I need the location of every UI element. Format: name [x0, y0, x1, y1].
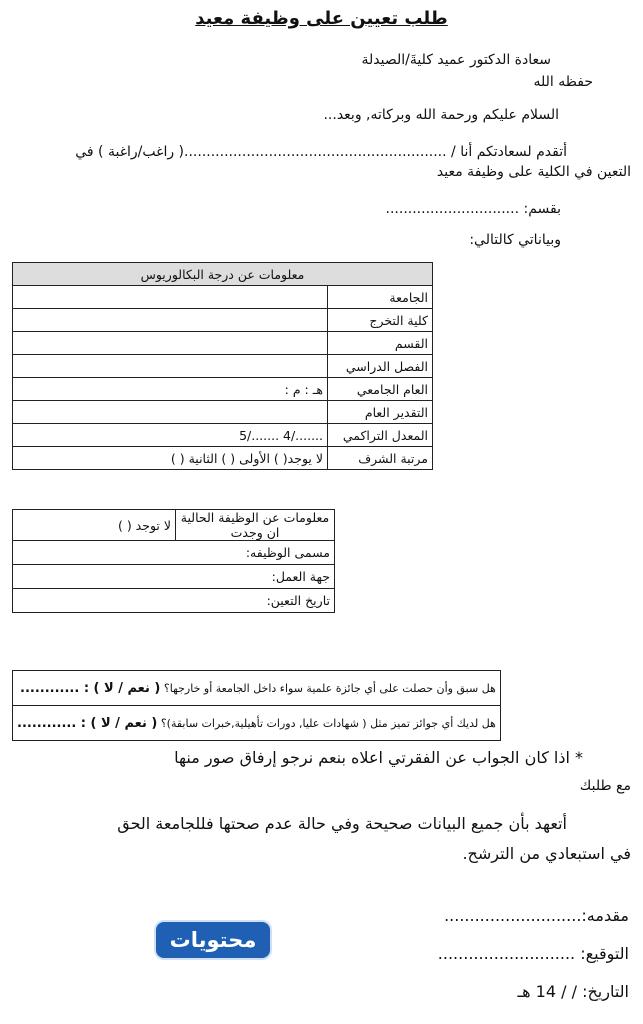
- date-line[interactable]: التاريخ: / / 14 هـ: [517, 982, 629, 1001]
- blessing: حفظه الله: [533, 74, 593, 90]
- job-table: [12, 509, 335, 613]
- question-answer[interactable]: ( نعم / لا ) : ............: [17, 715, 158, 731]
- year-value[interactable]: هـ : م :: [13, 378, 328, 401]
- question-text: هل سبق وأن حصلت على أي جائزة علمية سواء داخل الجامعة أو خارجها؟: [163, 681, 496, 695]
- questions-table: [12, 670, 501, 741]
- note-line-2: مع طلبك: [579, 778, 631, 794]
- job-row[interactable]: جهة العمل:: [13, 565, 335, 589]
- request-line-1: أتقدم لسعادتكم أنا / ...........................................................( راغب/راغبة ) في: [75, 144, 567, 160]
- pledge-line-1: أتعهد بأن جميع البيانات صحيحة وفي حالة عدم صحتها فللجامعة الحق: [117, 814, 567, 833]
- row-label: الجامعة: [328, 286, 433, 309]
- value-cell[interactable]: [13, 286, 328, 309]
- row-label: الفصل الدراسي: [328, 355, 433, 378]
- applicant-line[interactable]: مقدمه:...........................: [444, 906, 629, 925]
- job-row[interactable]: مسمى الوظيفه:: [13, 541, 335, 565]
- question-row[interactable]: [13, 706, 501, 741]
- row-label: القسم: [328, 332, 433, 355]
- question-row[interactable]: [13, 671, 501, 706]
- salam: السلام عليكم ورحمة الله وبركاته, وبعد...: [323, 107, 559, 123]
- gpa-value[interactable]: ......./4 ......./5: [13, 424, 328, 447]
- page-title: طلب تعيين على وظيفة معيد: [195, 8, 448, 29]
- value-cell[interactable]: [13, 309, 328, 332]
- request-line-2: التعين في الكلية على وظيفة معيد: [436, 164, 631, 180]
- job-row[interactable]: تاريخ التعين:: [13, 589, 335, 613]
- data-intro: وبياناتي كالتالي:: [469, 232, 561, 248]
- addressee: سعادة الدكتور عميد كليةَ/الصيدلة: [361, 52, 551, 68]
- signature-line[interactable]: التوقيع: ...........................: [437, 944, 629, 963]
- note-line-1: * اذا كان الجواب عن الفقرتي اعلاه بنعم نرجو إرفاق صور منها: [174, 748, 583, 767]
- question-text: هل لديك أي جوائز تميز مثل ( شهادات عليا, دورات تأهيلية,خبرات سابقة)؟: [160, 716, 496, 730]
- department-line: بقسم: ..............................: [385, 201, 561, 217]
- bachelor-table: [12, 262, 433, 470]
- pledge-line-2: في استبعادي من الترشح.: [462, 844, 631, 863]
- row-label: المعدل التراكمي: [328, 424, 433, 447]
- row-label: التقدير العام: [328, 401, 433, 424]
- row-label: العام الجامعي: [328, 378, 433, 401]
- honors-value[interactable]: لا يوجد( ) الأولى ( ) الثانية ( ): [13, 447, 328, 470]
- bachelor-header: معلومات عن درجة البكالوريوس: [13, 263, 433, 286]
- value-cell[interactable]: [13, 332, 328, 355]
- question-answer[interactable]: ( نعم / لا ) : ............: [20, 680, 161, 696]
- job-none-option[interactable]: لا توجد ( ): [13, 510, 176, 541]
- job-header: معلومات عن الوظيفة الحالية ان وجدت: [176, 510, 335, 541]
- value-cell[interactable]: [13, 355, 328, 378]
- row-label: كلية التخرج: [328, 309, 433, 332]
- value-cell[interactable]: [13, 401, 328, 424]
- logo: محتويات: [156, 922, 270, 958]
- row-label: مرتبة الشرف: [328, 447, 433, 470]
